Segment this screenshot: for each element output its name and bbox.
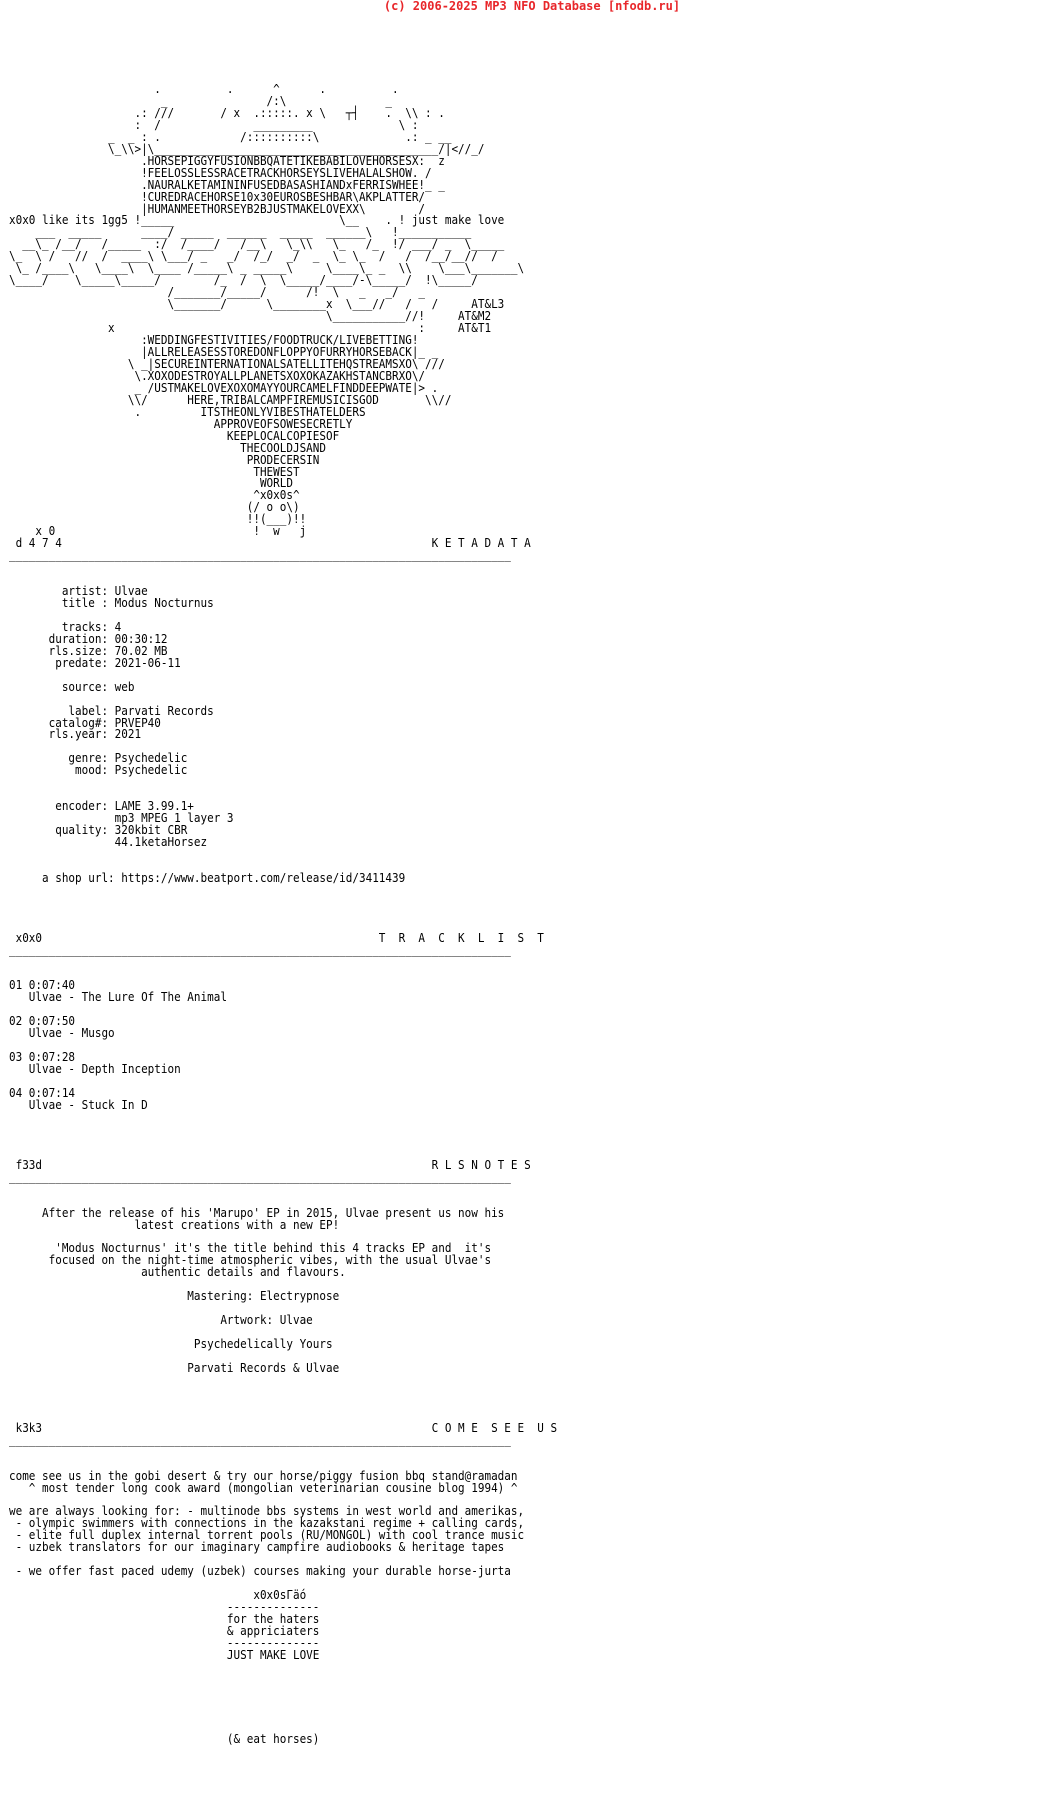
nfo-line: artist: Ulvae [9,584,148,599]
nfo-line: d 4 7 4 K E T A D A T A [9,536,531,551]
nfo-line: Mastering: Electrypnose [9,1289,340,1304]
nfo-line: Parvati Records & Ulvae [9,1360,340,1375]
nfo-line: tracks: 4 [9,619,122,634]
nfo-line: Psychedelically Yours [9,1337,333,1352]
nfo-line: predate: 2021-06-11 [9,655,181,670]
nfo-line: Ulvae - Stuck In D [9,1098,148,1113]
nfo-line: x0x0 T R A C K L I S T [9,930,544,945]
nfo-line: (/ o o\) [9,500,300,515]
nfo-line: .NAURALKETAMININFUSEDBASASHIANDxFERRISWHEE!_ _ [9,177,445,192]
nfo-line: a shop url: https://www.beatport.com/release/id/3411439 [9,870,406,885]
nfo-line: x : AT&T1 [9,321,492,336]
nfo-line: \_ \ / // / ____\ \___/ _ _/ /_/ _/ _ \_ \_ / / /__/__// / [9,249,498,264]
nfo-line: _ _ : . /::::::::::\ .: _ __ [9,129,452,144]
nfo-line: label: Parvati Records [9,703,214,718]
nfo-line: latest creations with a new EP! [9,1217,340,1232]
nfo-line: source: web [9,679,135,694]
nfo-line: /_______/_____/ /! \ _ _/ _ [9,285,426,300]
site-header: (c) 2006-2025 MP3 NFO Database [nfodb.ru] [383,0,681,13]
nfo-line: genre: Psychedelic [9,751,188,766]
nfo-line: - we offer fast paced udemy (uzbek) courses making your durable horse-jurta [9,1564,511,1579]
nfo-line: ____________________________________________________________________________ [9,942,511,957]
nfo-line: \_ /____\ \____\ \____ /_____\ _ _____\ \____\_ _ \\ \___\_______\ [9,261,525,276]
nfo-line: ____________________________________________________________________________ [9,1432,511,1447]
nfo-line: encoder: LAME 3.99.1+ [9,799,194,814]
nfo-line: \_\\>|\___________________________________________/|<//_/ [9,141,485,156]
nfo-line: x 0 ! w j [9,524,307,539]
nfo-line: 03 0:07:28 [9,1050,76,1065]
nfo-line: \____/ \_____\_____/ /_ / \ \_____/____/-\_____/ !\_____/ [9,273,478,288]
nfo-line: |ALLRELEASESSTOREDONFLOPPYOFURRYHORSEBACK|_ _ [9,344,439,359]
nfo-line: rls.size: 70.02 MB [9,643,168,658]
nfo-line: k3k3 C O M E S E E U S [9,1420,558,1435]
nfo-line: for the haters [9,1612,320,1626]
nfo-line: THECOOLDJSAND [9,440,326,455]
nfo-line: f33d R L S N O T E S [9,1157,531,1172]
nfo-line: .HORSEPIGGYFUSIONBBQATETIKEBABILOVEHORSESX: z [9,153,445,168]
nfo-line: x0x0sΓäó [9,1588,307,1603]
nfo-line: 'Modus Nocturnus' it's the title behind this 4 tracks EP and it's [9,1241,492,1256]
nfo-line: 01 0:07:40 [9,978,76,993]
nfo-line: ____________________________________________________________________________ [9,548,511,563]
nfo-line: KEEPLOCALCOPIESOF [9,428,340,443]
nfo-line: focused on the night-time atmospheric vibes, with the usual Ulvae's [9,1253,492,1268]
nfo-line: ^x0x0s^ [9,488,300,503]
nfo-line: : / _________ \ : [9,117,419,132]
nfo-line: ^ most tender long cook award (mongolian veterinarian cousine blog 1994) ^ [9,1480,518,1495]
nfo-line: THEWEST [9,464,300,479]
nfo-line: (& eat horses) [9,1731,320,1746]
nfo-line: ___ _____ ____/ _____ ______ _____ ______\ !___________ [9,225,472,240]
nfo-line: 04 0:07:14 [9,1086,76,1101]
nfo-line: & appriciaters [9,1623,320,1638]
nfo-line: come see us in the gobi desert & try our horse/piggy fusion bbq stand@ramadan [9,1468,518,1483]
nfo-line: -------------- [9,1635,320,1650]
nfo-line: Ulvae - Musgo [9,1026,115,1041]
nfo-line: _ /:\ _ [9,93,393,108]
nfo-line: ____________________________________________________________________________ [9,1169,511,1184]
nfo-line: \\/ HERE,TRIBALCAMPFIREMUSICISGOD \\// [9,392,452,407]
nfo-line: \_______/ \________x \___// / / AT&L3 [9,297,505,312]
nfo-line: PRODECERSIN [9,452,320,467]
nfo-line: 44.1ketaHorsez [9,835,208,850]
nfo-line: __\_ /__/ /_____ :/ /____/ /__\ \_\\ \_ /_ !/ ___/ _ \_____ [9,237,505,252]
nfo-line: :WEDDINGFESTIVITIES/FOODTRUCK/LIVEBETTING! [9,333,419,348]
nfo-line: x0x0 like its 1gg5 !_____ \__ . ! just make love [9,213,505,228]
nfo-line: . ITSTHEONLYVIBESTHATELDERS [9,404,366,419]
nfo-line: WORLD [9,476,293,491]
nfo-line: mp3 MPEG 1 layer 3 [9,811,234,826]
nfo-line: catalog#: PRVEP40 [9,715,161,730]
nfo-line: Artwork: Ulvae [9,1313,313,1328]
nfo-line: rls.year: 2021 [9,727,142,742]
nfo-line: !CUREDRACEHORSE10x30EUROSBESHBAR\AKPLATTER/ [9,189,426,204]
nfo-line: title : Modus Nocturnus [9,595,214,610]
nfo-line: After the release of his 'Marupo' EP in 2015, Ulvae present us now his [9,1205,505,1220]
nfo-line: !!(___)!! [9,512,307,527]
nfo-line: - olympic swimmers with connections in the kazakstani regime + calling cards, [9,1516,525,1531]
nfo-text [9,84,557,1745]
nfo-line: -------------- [9,1600,320,1615]
nfo-line: APPROVEOFSOWESECRETLY [9,416,353,431]
nfo-line: \___________//! AT&M2 [9,309,492,324]
nfo-line: . . ^ . . [9,82,399,96]
nfo-line: .: /// / x .:::::. x \ ┬┤ . \\ : . [9,105,445,120]
nfo-line: \ _|SECUREINTERNATIONALSATELLITEHQSTREAMSXO\ /// [9,356,445,371]
nfo-line: quality: 320kbit CBR [9,823,188,838]
nfo-line: _ /USTMAKELOVEXOXOMAYYOURCAMELFINDDEEPWATE|> . [9,380,439,395]
nfo-line: authentic details and flavours. [9,1265,346,1280]
nfo-line: mood: Psychedelic [9,763,188,778]
nfo-line: - elite full duplex internal torrent pools (RU/MONGOL) with cool trance music [9,1528,525,1543]
nfo-line: duration: 00:30:12 [9,631,168,646]
nfo-line: |HUMANMEETHORSEYB2BJUSTMAKELOVEXX\ / [9,201,426,216]
nfo-line: JUST MAKE LOVE [9,1647,320,1662]
nfo-line: \.XOXODESTROYALLPLANETSXOXOKAZAKHSTANCBRXO\/ [9,368,426,383]
nfo-line: Ulvae - Depth Inception [9,1062,181,1077]
nfo-line: Ulvae - The Lure Of The Animal [9,990,227,1005]
nfo-line: - uzbek translators for our imaginary campfire audiobooks & heritage tapes [9,1540,505,1555]
nfo-line: we are always looking for: - multinode bbs systems in west world and amerikas, [9,1504,525,1519]
nfo-line: !FEELOSSLESSRACETRACKHORSEYSLIVEHALALSHOW. / [9,165,432,180]
nfo-line: 02 0:07:50 [9,1014,76,1029]
